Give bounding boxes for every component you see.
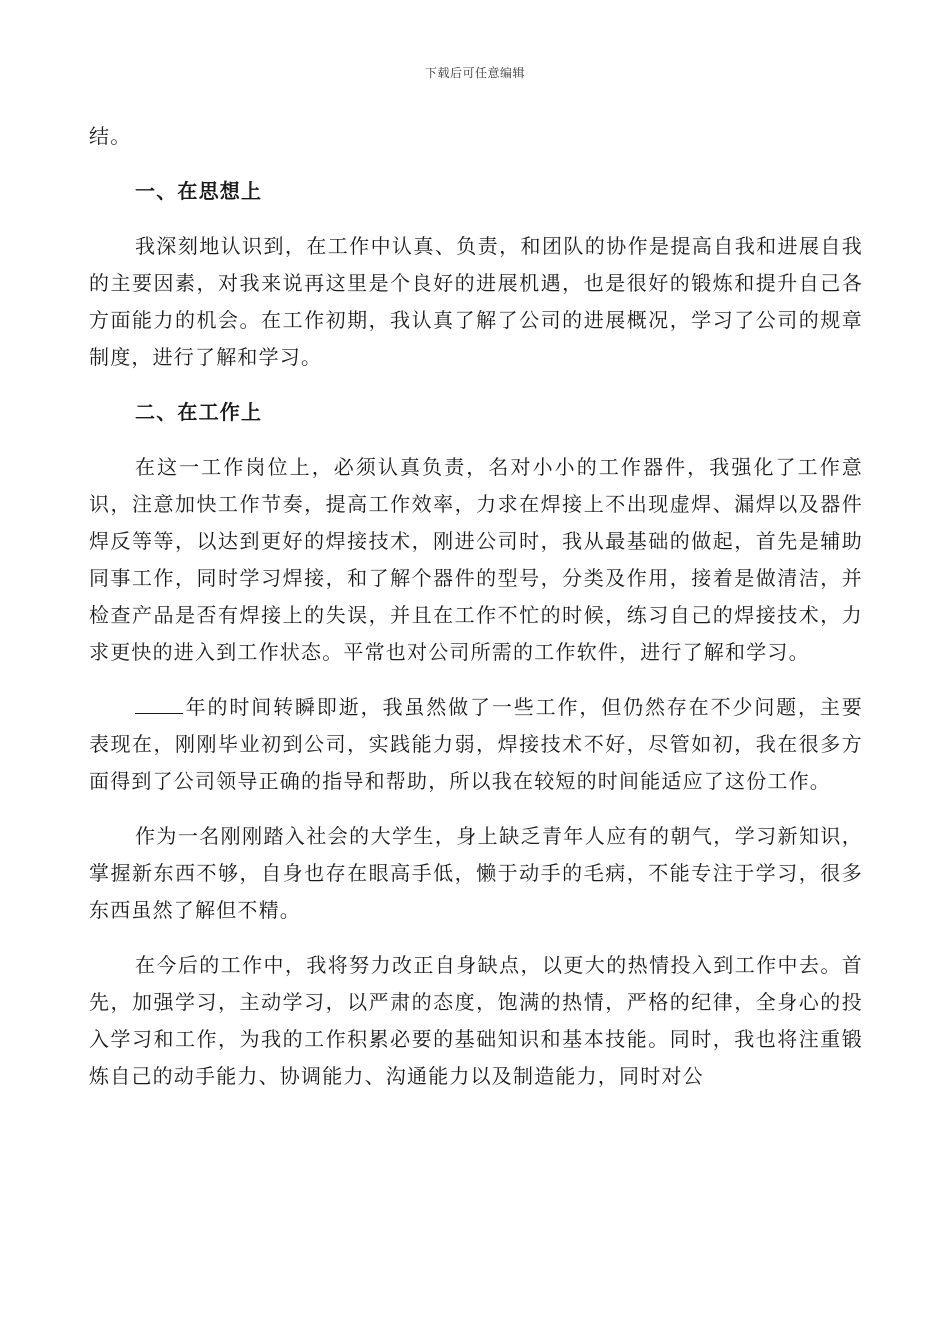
paragraph-shortcomings: 作为一名刚刚踏入社会的大学生，身上缺乏青年人应有的朝气，学习新知识，掌握新东西不够，自身也存在眼高手低，懒于动手的毛病，不能专注于学习，很多东西虽然了解但不精。 (89, 824, 863, 922)
section-heading-thought: 一、在思想上 (135, 179, 263, 203)
blank-underline (135, 693, 183, 714)
paragraph-thought: 我深刻地认识到，在工作中认真、负责，和团队的协作是提高自我和进展自我的主要因素，对我来说再这里是个良好的进展机遇，也是很好的锻炼和提升自己各方面能力的机会。在工作初期，我认真了解了公司的进展概况，学习了公司的规章制度，进行了解和学习。 (89, 234, 863, 369)
page-header: 下载后可任意编辑 (424, 66, 525, 80)
document-body (89, 118, 863, 1113)
paragraph-work: 在这一工作岗位上，必须认真负责，名对小小的工作器件，我强化了工作意识，注意加快工作节奏，提高工作效率，力求在焊接上不出现虚焊、漏焊以及器件焊反等等，以达到更好的焊接技术，刚进公司时，我从最基础的做起，首先是辅助同事工作，同时学习焊接，和了解个器件的型号，分类及作用，接着是做清洁，并检查产品是否有焊接上的失误，并且在工作不忙的时候，练习自己的焊接技术，力求更快的进入到工作状态。平常也对公司所需的工作软件，进行了解和学习。 (89, 455, 863, 664)
paragraph-continuation: 结。 (89, 124, 132, 148)
paragraph-year-review-text: 年的时间转瞬即逝，我虽然做了一些工作，但仍然存在不少问题，主要表现在，刚刚毕业初到公司，实践能力弱，焊接技术不好，尽管如初，我在很多方面得到了公司领导正确的指导和帮助，所以我在较短的时间能适应了这份工作。 (89, 695, 863, 793)
paragraph-year-review (89, 689, 863, 800)
paragraph-future: 在今后的工作中，我将努力改正自身缺点，以更大的热情投入到工作中去。首先，加强学习，主动学习，以严肃的态度，饱满的热情，严格的纪律，全身心的投入学习和工作，为我的工作积累必要的基础知识和基本技能。同时，我也将注重锻炼自己的动手能力、协调能力、沟通能力以及制造能力，同时对公 (89, 953, 863, 1088)
section-heading-work: 二、在工作上 (135, 400, 263, 424)
